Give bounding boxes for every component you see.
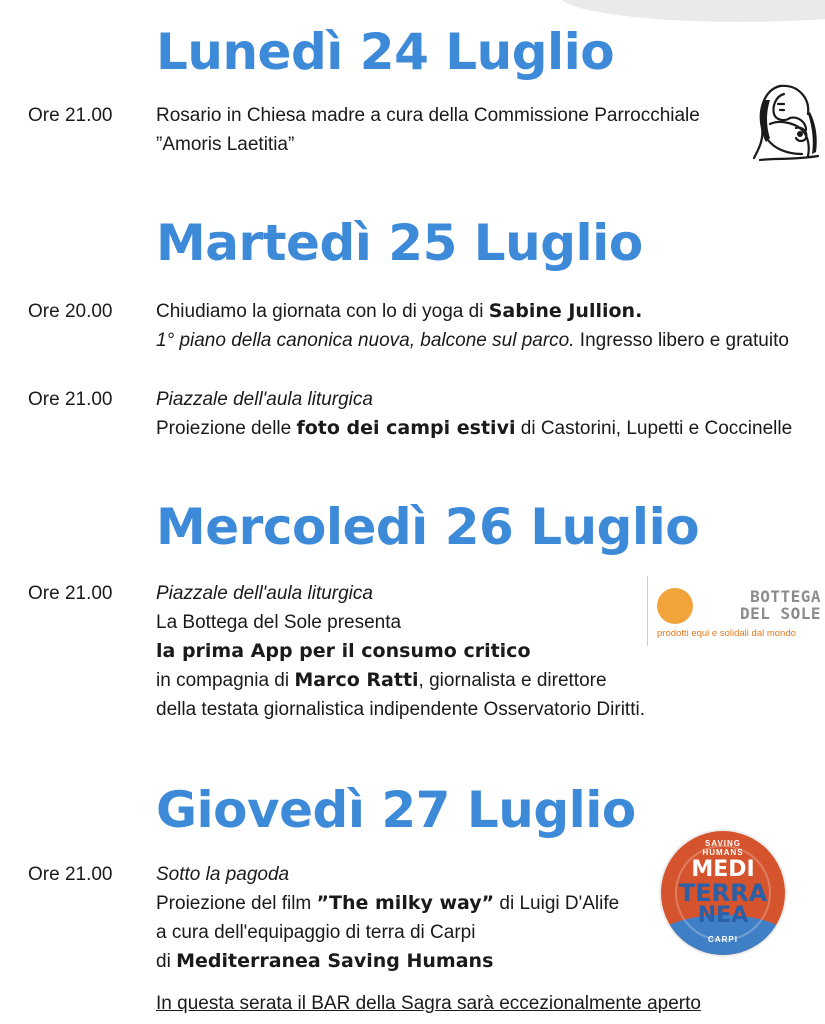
event-time: Ore 21.00 [28,105,113,126]
bottega-tagline: prodotti equi e solidali dal mondo [657,628,796,639]
logo-divider [647,576,648,646]
event-location: 1° piano della canonica nuova, balcone sul parco. [156,330,575,351]
decorative-top-curve [560,0,825,22]
day-title-martedi: Martedì 25 Luglio [156,214,643,272]
performer-name: Sabine Jullion. [488,300,643,322]
bottega-del-sole-logo [647,576,825,646]
event-description: Piazzale dell'aula liturgica La Bottega del Sole presenta la prima App per il consumo critico in compagnia di Marco Ratti, giornalista e direttore della testata giornalistica indipendente Osservatorio Diritti. [156,579,645,724]
event-time: Ore 21.00 [28,583,113,604]
day-title-lunedi: Lunedì 24 Luglio [156,23,615,81]
film-title: ”The milky way” [316,892,495,914]
event-description: Chiudiamo la giornata con lo di yoga di Sabine Jullion. 1° piano della canonica nuova, balcone sul parco. Ingresso libero e gratuito [156,300,789,351]
bar-open-note: In questa serata il BAR della Sagra sarà eccezionalmente aperto [156,993,701,1014]
event-description: Sotto la pagoda Proiezione del film ”The milky way” di Luigi D'Alife a cura dell'equipaggio di terra di Carpi di Mediterranea Saving Humans [156,860,619,976]
madonna-and-child-icon [750,80,822,162]
organization-name: Mediterranea Saving Humans [176,950,494,972]
day-title-mercoledi: Mercoledì 26 Luglio [156,498,700,556]
event-description: Piazzale dell'aula liturgica Proiezione delle foto dei campi estivi di Castorini, Lupetti e Coccinelle [156,385,792,443]
guest-name: Marco Ratti [294,669,419,691]
event-location: Piazzale dell'aula liturgica [156,583,373,604]
event-location: Sotto la pagoda [156,864,290,885]
logo-arc-text: SAVING HUMANS [702,839,744,857]
day-title-giovedi: Giovedì 27 Luglio [156,781,636,839]
mediterranea-saving-humans-logo: SAVING HUMANS MEDI TERRA NEA CARPI [661,831,785,955]
event-location: Piazzale dell'aula liturgica [156,389,373,410]
event-time: Ore 21.00 [28,864,113,885]
sun-icon [657,588,693,624]
bottega-logo-text: BOTTEGA DEL SOLE [739,587,821,623]
logo-city-text: CARPI [708,935,738,944]
event-description: Rosario in Chiesa madre a cura della Commissione Parrocchiale ”Amoris Laetitia” [156,105,700,155]
event-time: Ore 21.00 [28,389,113,410]
event-time: Ore 20.00 [28,301,113,322]
